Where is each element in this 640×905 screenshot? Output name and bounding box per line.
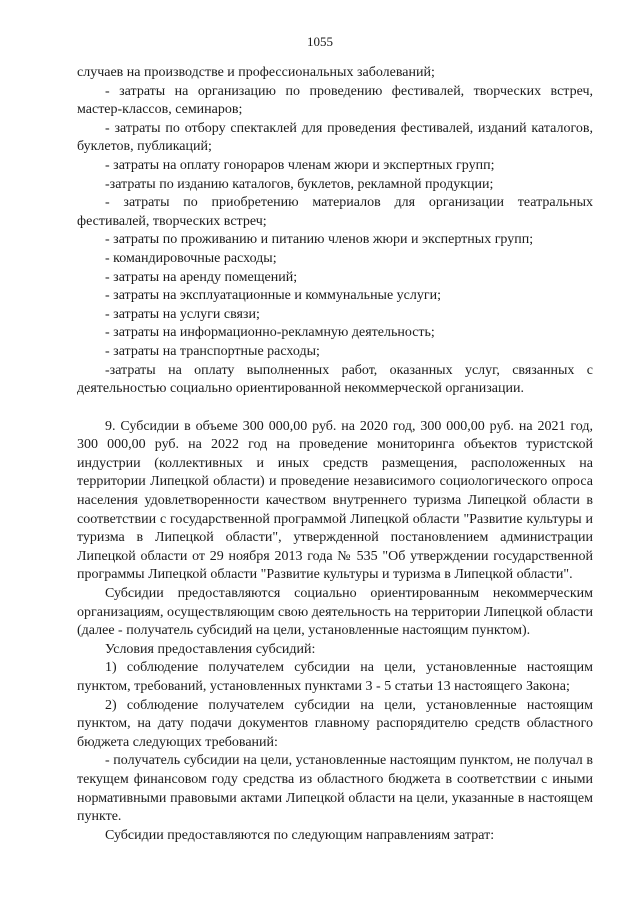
page-number: 1055	[307, 34, 333, 49]
paragraph-11: - затраты на услуги связи;	[105, 306, 260, 322]
paragraph-8: - командировочные расходы;	[105, 250, 277, 266]
paragraph-7: - затраты по проживанию и питанию членов жюри и экспертных групп;	[105, 232, 534, 248]
paragraph-section-9: 9. Субсидии в объеме 300 000,00 руб. на 2020 год, 300 000,00 руб. на 2021 год, 300 000,00 руб. на 2022 год на проведение мониторинга объектов туристской индустрии (коллективных и иных средств размещения, расположенных на территории Липецкой области) и проведение независимого социологического опроса населения удовлетворенности качеством внутреннего туризма Липецкой области в соответствии с государственной программой Липецкой области "Развитие культуры и туризма в Липецкой области", утвержденной постановлением администрации Липецкой области от 29 ноября 2013 года № 535 "Об утверждении государственной программы Липецкой области "Развитие культуры и туризма в Липецкой области".	[77, 418, 593, 583]
paragraph-12: - затраты на информационно-рекламную деятельность;	[105, 325, 435, 341]
paragraph-14: -затраты на оплату выполненных работ, оказанных услуг, связанных с деятельностью социально ориентированной некоммерческой организации.	[77, 362, 593, 397]
paragraph-6: - затраты по приобретению материалов для организации театральных фестивалей, творческих встреч;	[77, 195, 593, 229]
paragraph-17: Условия предоставления субсидий:	[105, 641, 316, 657]
paragraph-3: - затраты по отбору спектаклей для проведения фестивалей, изданий каталогов, буклетов, публикаций;	[77, 120, 593, 155]
paragraph-10: - затраты на эксплуатационные и коммунальные услуги;	[105, 288, 441, 304]
paragraph-1: случаев на производстве и профессиональных заболеваний;	[77, 65, 435, 80]
paragraph-19: 2) соблюдение получателем субсидии на цели, установленные настоящим пунктом, на дату подачи документов главному распорядителю средств областного бюджета следующих требований:	[77, 697, 593, 750]
document-body	[77, 64, 593, 845]
paragraph-21: Субсидии предоставляются по следующим направлениям затрат:	[105, 827, 495, 843]
paragraph-18: 1) соблюдение получателем субсидии на цели, установленные настоящим пунктом, требований, установленных пунктами 3 - 5 статьи 13 настоящего Закона;	[77, 660, 593, 694]
paragraph-16: Субсидии предоставляются социально ориентированным некоммерческим организациям, осуществляющим свою деятельность на территории Липецкой области (далее - получатель субсидий на цели, установленные настоящим пунктом).	[77, 586, 593, 639]
paragraph-2: - затраты на организацию по проведению фестивалей, творческих встреч, мастер-классов, семинаров;	[77, 83, 593, 118]
paragraph-13: - затраты на транспортные расходы;	[105, 343, 320, 359]
paragraph-20: - получатель субсидии на цели, установленные настоящим пунктом, не получал в текущем финансовом году средства из областного бюджета в соответствии с иными нормативными правовыми актами Липецкой области на цели, указанные в настоящем пункте.	[77, 753, 593, 825]
paragraph-4: - затраты на оплату гонораров членам жюри и экспертных групп;	[105, 157, 495, 173]
paragraph-5: -затраты по изданию каталогов, буклетов, рекламной продукции;	[105, 176, 494, 192]
paragraph-9: - затраты на аренду помещений;	[105, 269, 298, 285]
